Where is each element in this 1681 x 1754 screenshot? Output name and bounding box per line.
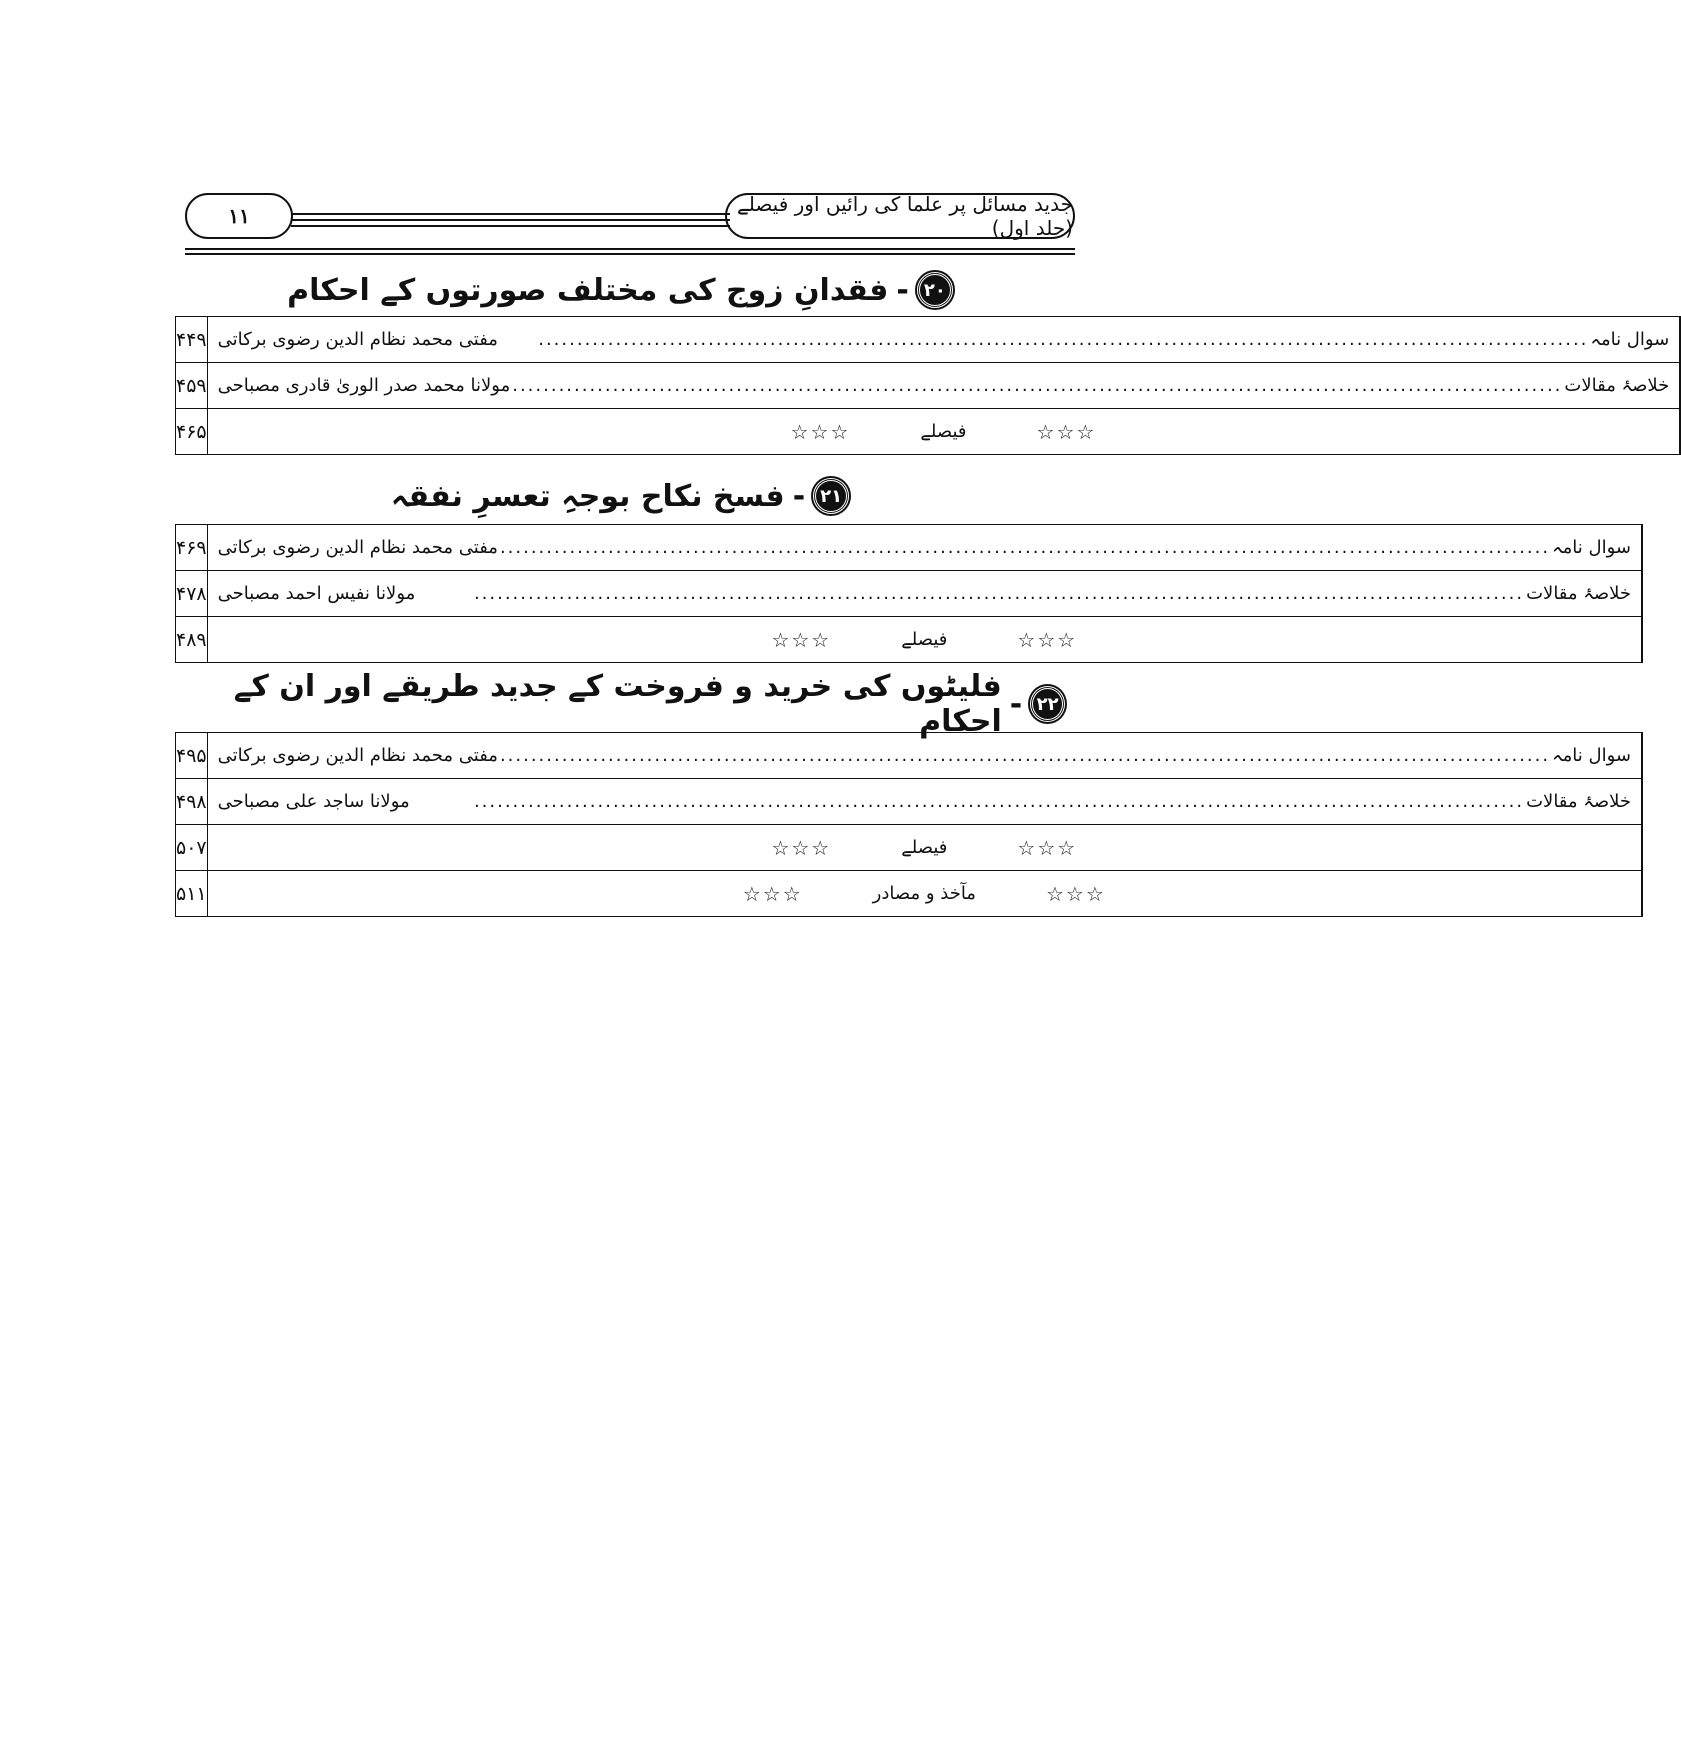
- blank-cell: [1641, 871, 1642, 917]
- table-row: [176, 825, 1643, 871]
- entry-label: خلاصۂ مقالات: [1526, 791, 1631, 812]
- entry-author: مولانا نفیس احمد مصباحی: [217, 583, 416, 604]
- leader-dots: [412, 791, 1524, 812]
- section-title: فسخ نکاح بوجہِ تعسرِ نفقہ: [390, 478, 785, 514]
- center-label: فیصلے: [901, 629, 948, 650]
- page-number-cell: ۴۹۸: [176, 779, 208, 825]
- star-ornament: ☆☆☆: [1017, 835, 1078, 860]
- blank-cell: [1641, 825, 1642, 871]
- leader-dots: [500, 537, 1550, 558]
- page-number-cell: ۴۸۹: [176, 617, 208, 663]
- section-heading: [175, 669, 1065, 739]
- entry-cell: [207, 733, 1641, 779]
- leader-dots: [500, 745, 1550, 766]
- entry-author: مفتی محمد نظام الدین رضوی برکاتی: [217, 537, 498, 558]
- dash: -: [792, 478, 806, 514]
- star-ornament: ☆☆☆: [771, 627, 832, 652]
- entry-label: سوال نامہ: [1552, 537, 1631, 558]
- page-number-cell: ۵۱۱: [176, 871, 208, 917]
- center-cell: [207, 617, 1641, 663]
- center-cell: [207, 825, 1641, 871]
- entry-author: مفتی محمد نظام الدین رضوی برکاتی: [217, 745, 498, 766]
- star-ornament: ☆☆☆: [790, 419, 851, 444]
- entry-label: خلاصۂ مقالات: [1526, 583, 1631, 604]
- dash: -: [896, 272, 909, 308]
- running-header: [185, 193, 1075, 241]
- header-divider: [185, 248, 1075, 250]
- section-title: فلیٹوں کی خرید و فروخت کے جدید طریقے اور ان کے احکام: [233, 669, 1002, 739]
- entry-label: سوال نامہ: [1552, 745, 1631, 766]
- table-row: [176, 363, 1681, 409]
- toc-table: [175, 524, 1643, 663]
- page-number-cell: ۴۶۵: [176, 409, 208, 455]
- center-cell: [207, 871, 1641, 917]
- entry-cell: [207, 525, 1641, 571]
- leader-dots: [500, 329, 1588, 350]
- table-row: [176, 317, 1681, 363]
- table-row: [176, 733, 1643, 779]
- center-label: فیصلے: [901, 837, 948, 858]
- table-row: [176, 871, 1643, 917]
- entry-author: مفتی محمد نظام الدین رضوی برکاتی: [217, 329, 498, 350]
- star-ornament: ☆☆☆: [1045, 881, 1106, 906]
- entry-label: سوال نامہ: [1590, 329, 1670, 350]
- section-number-badge: ۲۱: [813, 478, 849, 514]
- star-ornament: ☆☆☆: [1017, 627, 1078, 652]
- table-row: [176, 617, 1643, 663]
- entry-cell: [207, 571, 1641, 617]
- header-divider: [185, 253, 1075, 255]
- section-title: فقدانِ زوج کی مختلف صورتوں کے احکام: [287, 272, 889, 308]
- entry-cell: [207, 779, 1641, 825]
- table-row: [176, 571, 1643, 617]
- entry-label: خلاصۂ مقالات: [1564, 375, 1670, 396]
- page-number-cell: ۴۷۸: [176, 571, 208, 617]
- center-label: مآخذ و مصادر: [872, 883, 976, 904]
- entry-author: مولانا ساجد علی مصباحی: [217, 791, 410, 812]
- star-ornament: ☆☆☆: [1036, 419, 1097, 444]
- page-number-cell: ۴۴۹: [176, 317, 208, 363]
- blank-cell: [1641, 617, 1642, 663]
- leader-dots: [512, 375, 1562, 396]
- page-number-cell: ۵۰۷: [176, 825, 208, 871]
- toc-table: [175, 732, 1643, 917]
- page-number-cell: ۴۵۹: [176, 363, 208, 409]
- page-number-cell: ۴۶۹: [176, 525, 208, 571]
- header-rule: [291, 219, 730, 221]
- center-label: فیصلے: [920, 421, 967, 442]
- leader-dots: [417, 583, 1524, 604]
- page-number-cell: ۴۹۵: [176, 733, 208, 779]
- entry-cell: [207, 317, 1680, 363]
- toc-table: [175, 316, 1681, 455]
- star-ornament: ☆☆☆: [771, 835, 832, 860]
- section-heading: [175, 268, 1065, 312]
- header-rule: [291, 213, 730, 215]
- table-row: [176, 779, 1643, 825]
- section-heading: [175, 474, 1065, 518]
- entry-author: مولانا محمد صدر الوریٰ قادری مصباحی: [217, 375, 511, 396]
- blank-cell: [1641, 571, 1642, 617]
- star-ornament: ☆☆☆: [742, 881, 803, 906]
- section-number-badge: ۲۲: [1030, 686, 1065, 722]
- blank-cell: [1641, 733, 1642, 779]
- table-row: [176, 525, 1643, 571]
- header-rule: [291, 225, 730, 227]
- center-cell: [207, 409, 1680, 455]
- book-title: جدید مسائل پر علما کی رائیں اور فیصلے (جلد اول): [725, 193, 1075, 239]
- blank-cell: [1641, 525, 1642, 571]
- entry-cell: [207, 363, 1680, 409]
- table-row: [176, 409, 1681, 455]
- page-number: ۱۱: [185, 193, 293, 239]
- dash: -: [1009, 686, 1023, 722]
- blank-cell: [1641, 779, 1642, 825]
- section-number-badge: ۲۰: [917, 272, 953, 308]
